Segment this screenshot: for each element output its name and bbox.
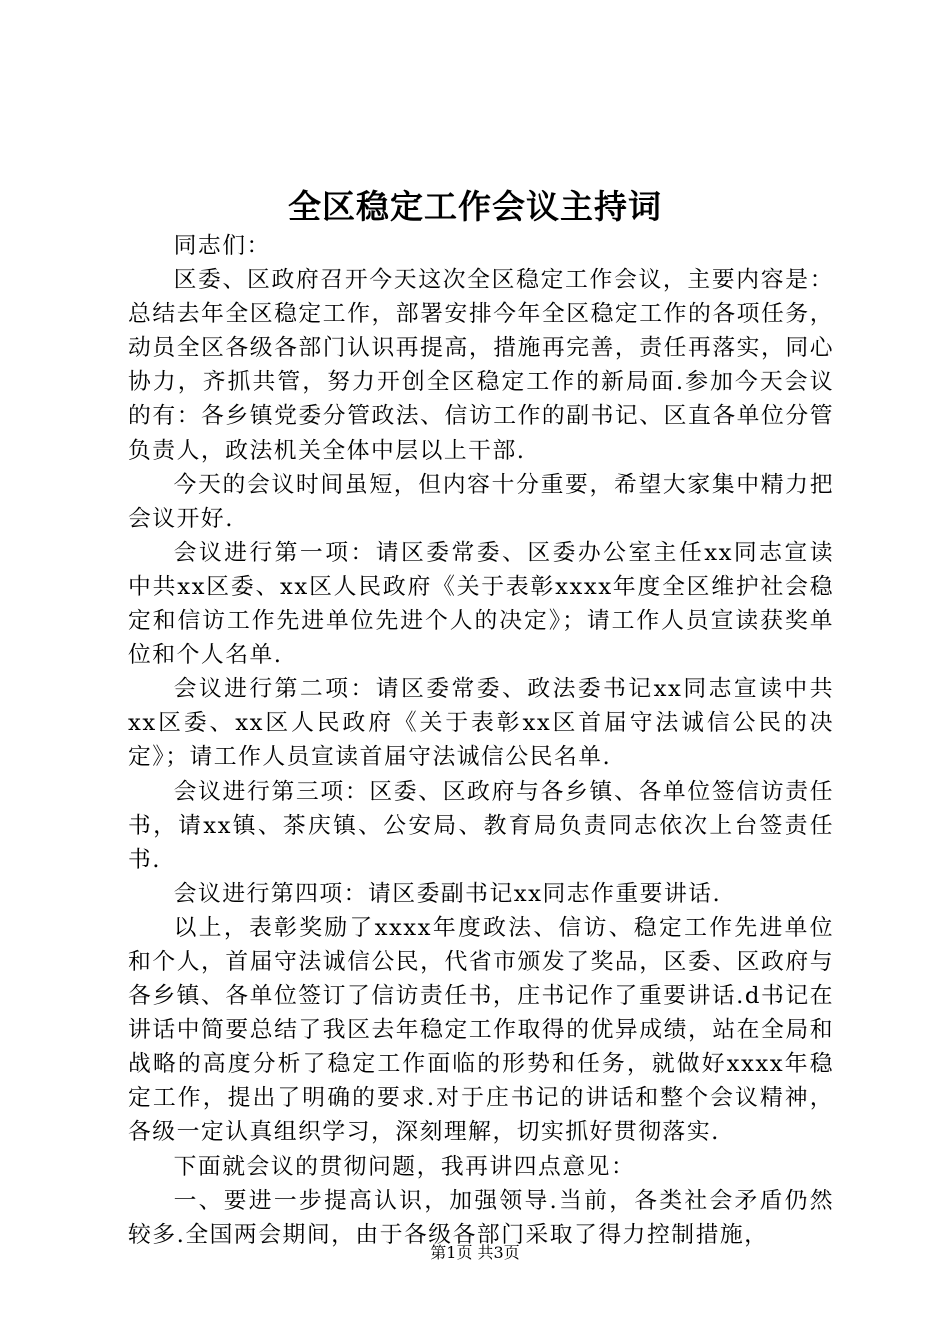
body-paragraph: 以上，表彰奖励了xxxx年度政法、信访、稳定工作先进单位和个人，首届守法诚信公民，代省市颁发了奖品，区委、区政府与各乡镇、各单位签订了信访责任书，庄书记作了重要讲话.d书记在讲话中简要总结了我区去年稳定工作取得的优异成绩，站在全局和战略的高度分析了稳定工作面临的形势和任务，就做好xxxx年稳定工作，提出了明确的要求.对于庄书记的讲话和整个会议精神，各级一定认真组织学习，深刻理解，切实抓好贯彻落实. (128, 914, 834, 1146)
salutation-paragraph: 同志们： (173, 233, 271, 259)
document-body (128, 229, 834, 1252)
document-title: 全区稳定工作会议主持词 (288, 187, 662, 226)
body-paragraph: 会议进行第四项：请区委副书记xx同志作重要讲话. (173, 880, 722, 907)
body-paragraph: 会议进行第三项：区委、区政府与各乡镇、各单位签信访责任书，请xx镇、茶庆镇、公安局、教育局负责同志依次上台签责任书. (128, 778, 834, 873)
body-paragraph: 今天的会议时间虽短，但内容十分重要，希望大家集中精力把会议开好. (128, 471, 834, 532)
body-paragraph: 区委、区政府召开今天这次全区稳定工作会议，主要内容是：总结去年全区稳定工作，部署安排今年全区稳定工作的各项任务，动员全区各级各部门认识再提高，措施再完善，责任再落实，同心协力，齐抓共管，努力开创全区稳定工作的新局面.参加今天会议的有：各乡镇党委分管政法、信访工作的副书记、区直各单位分管负责人，政法机关全体中层以上干部. (128, 267, 834, 464)
body-paragraph: 会议进行第二项：请区委常委、政法委书记xx同志宣读中共xx区委、xx区人民政府《关于表彰xx区首届守法诚信公民的决定》；请工作人员宣读首届守法诚信公民名单. (128, 676, 834, 771)
body-paragraph: 一、要进一步提高认识，加强领导.当前，各类社会矛盾仍然较多.全国两会期间，由于各级各部门采取了得力控制措施， (128, 1187, 834, 1248)
body-paragraph: 会议进行第一项：请区委常委、区委办公室主任xx同志宣读中共xx区委、xx区人民政府《关于表彰xxxx年度全区维护社会稳定和信访工作先进单位先进个人的决定》；请工作人员宣读获奖单位和个人名单. (128, 539, 834, 669)
page-number-footer: 第1页 共3页 (430, 1243, 520, 1262)
body-paragraph: 下面就会议的贯彻问题，我再讲四点意见： (173, 1153, 636, 1180)
